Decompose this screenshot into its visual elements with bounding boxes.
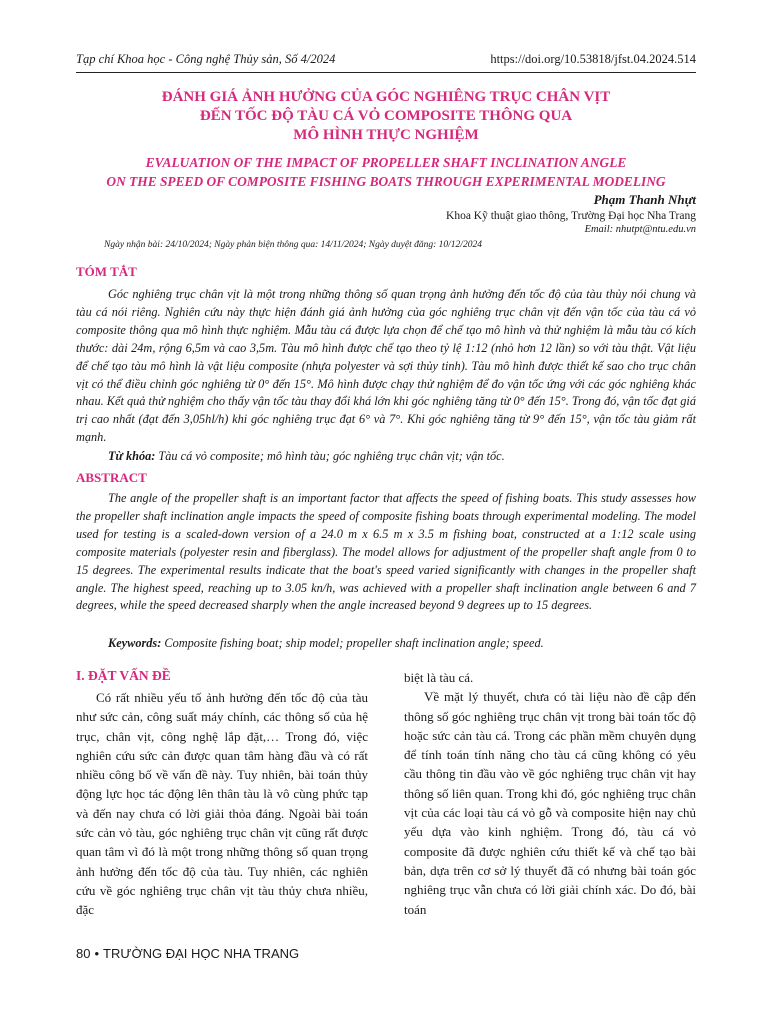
article-dates: Ngày nhận bài: 24/10/2024; Ngày phản biện thông qua: 14/11/2024; Ngày duyệt đăng: 10/12/2024 [104,240,482,250]
journal-name: Tạp chí Khoa học - Công nghệ Thủy sản, Số 4/2024 [76,52,336,66]
doi-link[interactable]: https://doi.org/10.53818/jfst.04.2024.514 [490,52,696,66]
author-name: Phạm Thanh Nhựt [593,192,696,207]
intro-right-column [404,668,696,919]
tomtat-heading: TÓM TẮT [76,264,137,279]
author-email[interactable]: Email: nhutpt@ntu.edu.vn [584,224,696,235]
footer-institution: TRƯỜNG ĐẠI HỌC NHA TRANG [103,946,300,961]
abstract-keywords [76,634,696,652]
running-header [76,52,696,72]
footer-bullet: • [94,946,100,961]
abstract-keywords-label: Keywords: [108,636,162,650]
tomtat-keywords [76,447,696,465]
tomtat-text: Góc nghiêng trục chân vịt là một trong những thông số quan trọng ảnh hưởng đến tốc độ của tàu thủy nói chung và tàu cá nói riêng. Nghiên cứu này thực hiện đánh giá ảnh hưởng của góc nghiêng trục chân vịt đến vận tốc của tàu cá vỏ composite thông qua mô hình thực nghiệm. Mẫu tàu cá được lựa chọn để chế tạo mô hình và thử nghiệm là mẫu tàu có kích thước: dài 24m, rộng 6,5m và cao 3,5m. Tàu mô hình được chế tạo theo tỷ lệ 1:12 (nhỏ hơn 12 lần) so với tàu thật. Vật liệu để chế tạo tàu mô hình là vật liệu composite (nhựa polyester và sợi thủy tinh). Tàu mô hình được thiết kế sao cho trục chân vịt có thể điều chỉnh góc nghiêng từ 0° đến 15°. Mô hình được chạy thử nghiệm để đo vận tốc ứng với các góc nghiêng khác nhau. Kết quả thử nghiệm cho thấy vận tốc tàu thay đổi khá lớn khi góc nghiêng tăng từ 0° đến 15°. Trong đó, vận tốc đạt giá trị cao nhất (đạt đến 3,05hl/h) khi góc nghiêng trục đạt 6° và 7°. Khi góc nghiêng tăng từ 9° đến 15°, vận tốc tàu giảm rất mạnh. [76,287,696,445]
page-footer [76,946,299,961]
tomtat-keywords-label: Từ khóa: [108,449,156,463]
title-vi-line-1: ĐÁNH GIÁ ẢNH HƯỞNG CỦA GÓC NGHIÊNG TRỤC CHÂN VỊT [161,89,611,105]
intro-left-column: Có rất nhiều yếu tố ảnh hưởng đến tốc độ của tàu như sức cản, công suất máy chính, các thông số của hệ trục, chân vịt, công nghệ lắp đặt,… Trong đó, việc nghiên cứu sức cản được quan tâm hàng đầu và có rất nhiều công bố về vấn đề này. Tuy nhiên, bài toán thủy động lực học tác động lên thân tàu là vô cùng phức tạp và đến nay chưa có lời giải thỏa đáng. Ngoài bài toán sức cản vỏ tàu, góc nghiêng trục chân vịt cũng rất được quan tâm vì đó là một trong những thông số quan trọng ảnh hưởng đến tốc độ của tàu. Tuy nhiên, các nghiên cứu về góc nghiêng trục chân vịt tàu thủy chưa nhiều, đặc [76,690,368,918]
intro-right-paragraph-1: biệt là tàu cá. [404,670,474,685]
title-vi-line-2: ĐẾN TỐC ĐỘ TÀU CÁ VỎ COMPOSITE THÔNG QUA [199,108,573,124]
intro-heading: I. ĐẶT VẤN ĐỀ [76,668,171,683]
title-en-line-2: ON THE SPEED OF COMPOSITE FISHING BOATS THROUGH EXPERIMENTAL MODELING [106,174,666,189]
page-number: 80 [76,946,91,961]
author-affiliation: Khoa Kỹ thuật giao thông, Trường Đại học Nha Trang [446,210,696,222]
tomtat-keywords-text: Tàu cá vỏ composite; mô hình tàu; góc nghiêng trục chân vịt; vận tốc. [158,449,505,463]
abstract-keywords-text: Composite fishing boat; ship model; propeller shaft inclination angle; speed. [164,636,544,650]
title-en-line-1: EVALUATION OF THE IMPACT OF PROPELLER SHAFT INCLINATION ANGLE [145,155,627,170]
abstract-heading: ABSTRACT [76,470,147,485]
header-divider [76,72,696,73]
abstract-text: The angle of the propeller shaft is an important factor that affects the speed of fishing boats. This study assesses how the propeller shaft inclination angle impacts the speed of composite fishing boats through experimental modeling. The model used for testing is a scaled-down version of a 24.0 m x 6.5 m x 3.5 m fishing boat, constructed at a 1:12 scale using composite materials (polyester resin and fiberglass). The model allows for adjustment of the propeller shaft angle from 0 to 15 degrees. The experimental results indicate that the boat's speed varied significantly with changes in the propeller shaft angle. The highest speed, reaching up to 3.05 kn/h, was achieved with a propeller shaft inclination angle between 6 and 7 degrees, while the speed decreased sharply when the angle increased beyond 9 degrees up to 15 degrees. [76,491,696,613]
title-vietnamese [76,88,696,145]
title-vi-line-3: MÔ HÌNH THỰC NGHIỆM [293,127,479,143]
intro-right-paragraph-2: Về mặt lý thuyết, chưa có tài liệu nào đề cập đến thông số góc nghiêng trục chân vịt trong bài toán tốc độ hoặc sức cản tàu cá. Trong các phần mềm chuyên dụng để tính toán tính năng cho tàu cá cũng không có yêu cầu thông tin đầu vào về góc nghiêng trục chân vịt hay thông số liên quan. Trong khi đó, góc nghiêng trục chân vịt của các loại tàu cá vỏ gỗ và composite hiện nay chủ yếu dựa vào kinh nghiệm. Trong đó, tàu cá vỏ composite đã được nghiên cứu thiết kế và chế tạo bài bản, dựa trên cơ sở lý thuyết đã có nhưng bài toán góc nghiêng trục vẫn chưa có lời giải chính xác. Do đó, bài toán [404,689,696,917]
title-english [70,153,702,191]
